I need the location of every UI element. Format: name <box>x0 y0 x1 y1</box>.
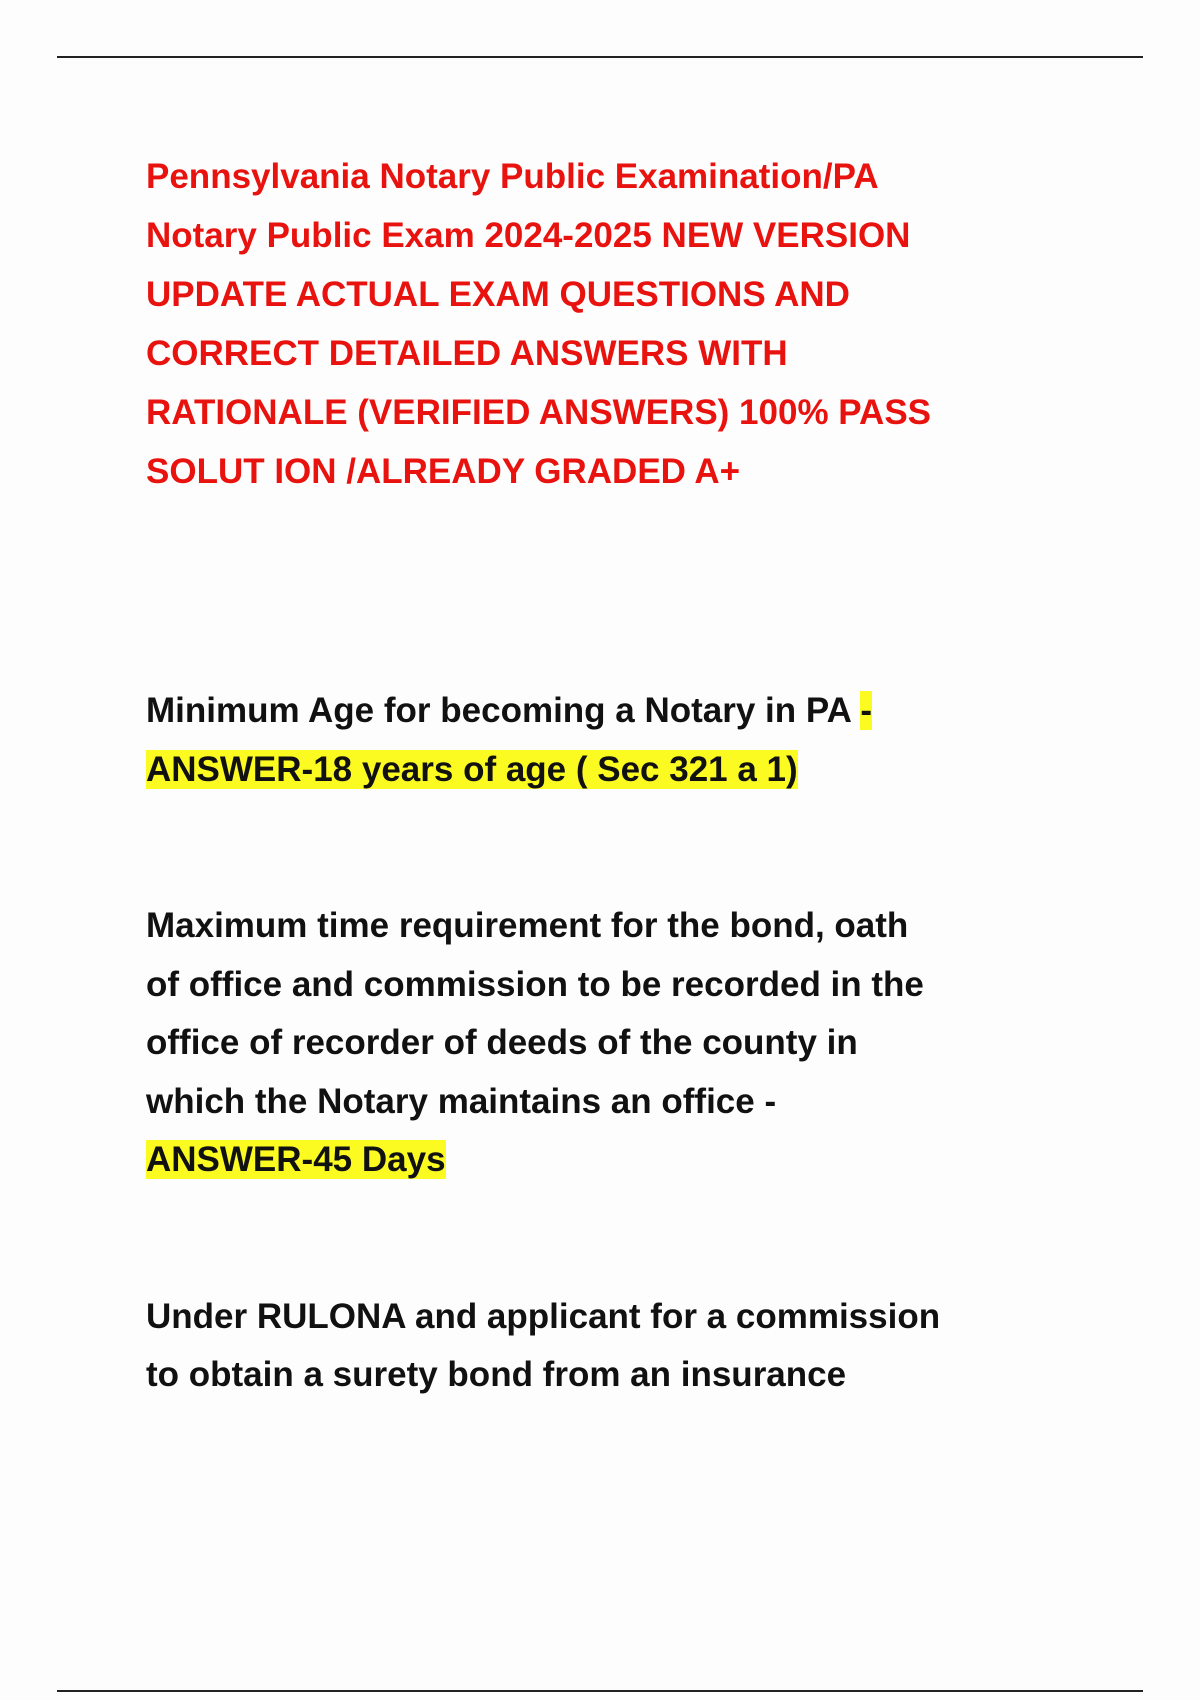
top-rule <box>57 56 1143 58</box>
question-line: which the Notary maintains an office - <box>146 1081 777 1121</box>
answer-line <box>146 1131 1106 1190</box>
title-line: UPDATE ACTUAL EXAM QUESTIONS AND <box>146 275 850 314</box>
question-text: Minimum Age for becoming a Notary in PA <box>146 691 861 730</box>
answer-dash: - <box>860 691 872 730</box>
question-block-1 <box>146 682 1106 799</box>
question-line: Maximum time requirement for the bond, oath <box>146 906 909 945</box>
answer-text: ANSWER-18 years of age ( Sec 321 a 1) <box>146 749 798 789</box>
question-line: to obtain a surety bond from an insurance <box>146 1355 847 1394</box>
question-block-3 <box>146 1288 1106 1405</box>
title-line: Pennsylvania Notary Public Examination/PA <box>146 157 879 196</box>
title-line: SOLUT ION /ALREADY GRADED A+ <box>146 452 741 491</box>
title-line: RATIONALE (VERIFIED ANSWERS) 100% PASS <box>146 393 932 432</box>
question-line: Under RULONA and applicant for a commission <box>146 1296 941 1336</box>
title-line: CORRECT DETAILED ANSWERS WITH <box>146 334 788 373</box>
answer-line <box>146 741 1106 800</box>
document-title <box>146 147 1106 501</box>
answer-text: ANSWER-45 Days <box>146 1140 446 1179</box>
question-line: of office and commission to be recorded in the <box>146 964 924 1004</box>
title-line: Notary Public Exam 2024-2025 NEW VERSION <box>146 216 911 255</box>
question-line: office of recorder of deeds of the county in <box>146 1023 858 1062</box>
page-content <box>146 147 1106 1405</box>
question-line <box>146 682 1106 741</box>
question-block-2 <box>146 897 1106 1190</box>
bottom-rule <box>57 1690 1143 1692</box>
